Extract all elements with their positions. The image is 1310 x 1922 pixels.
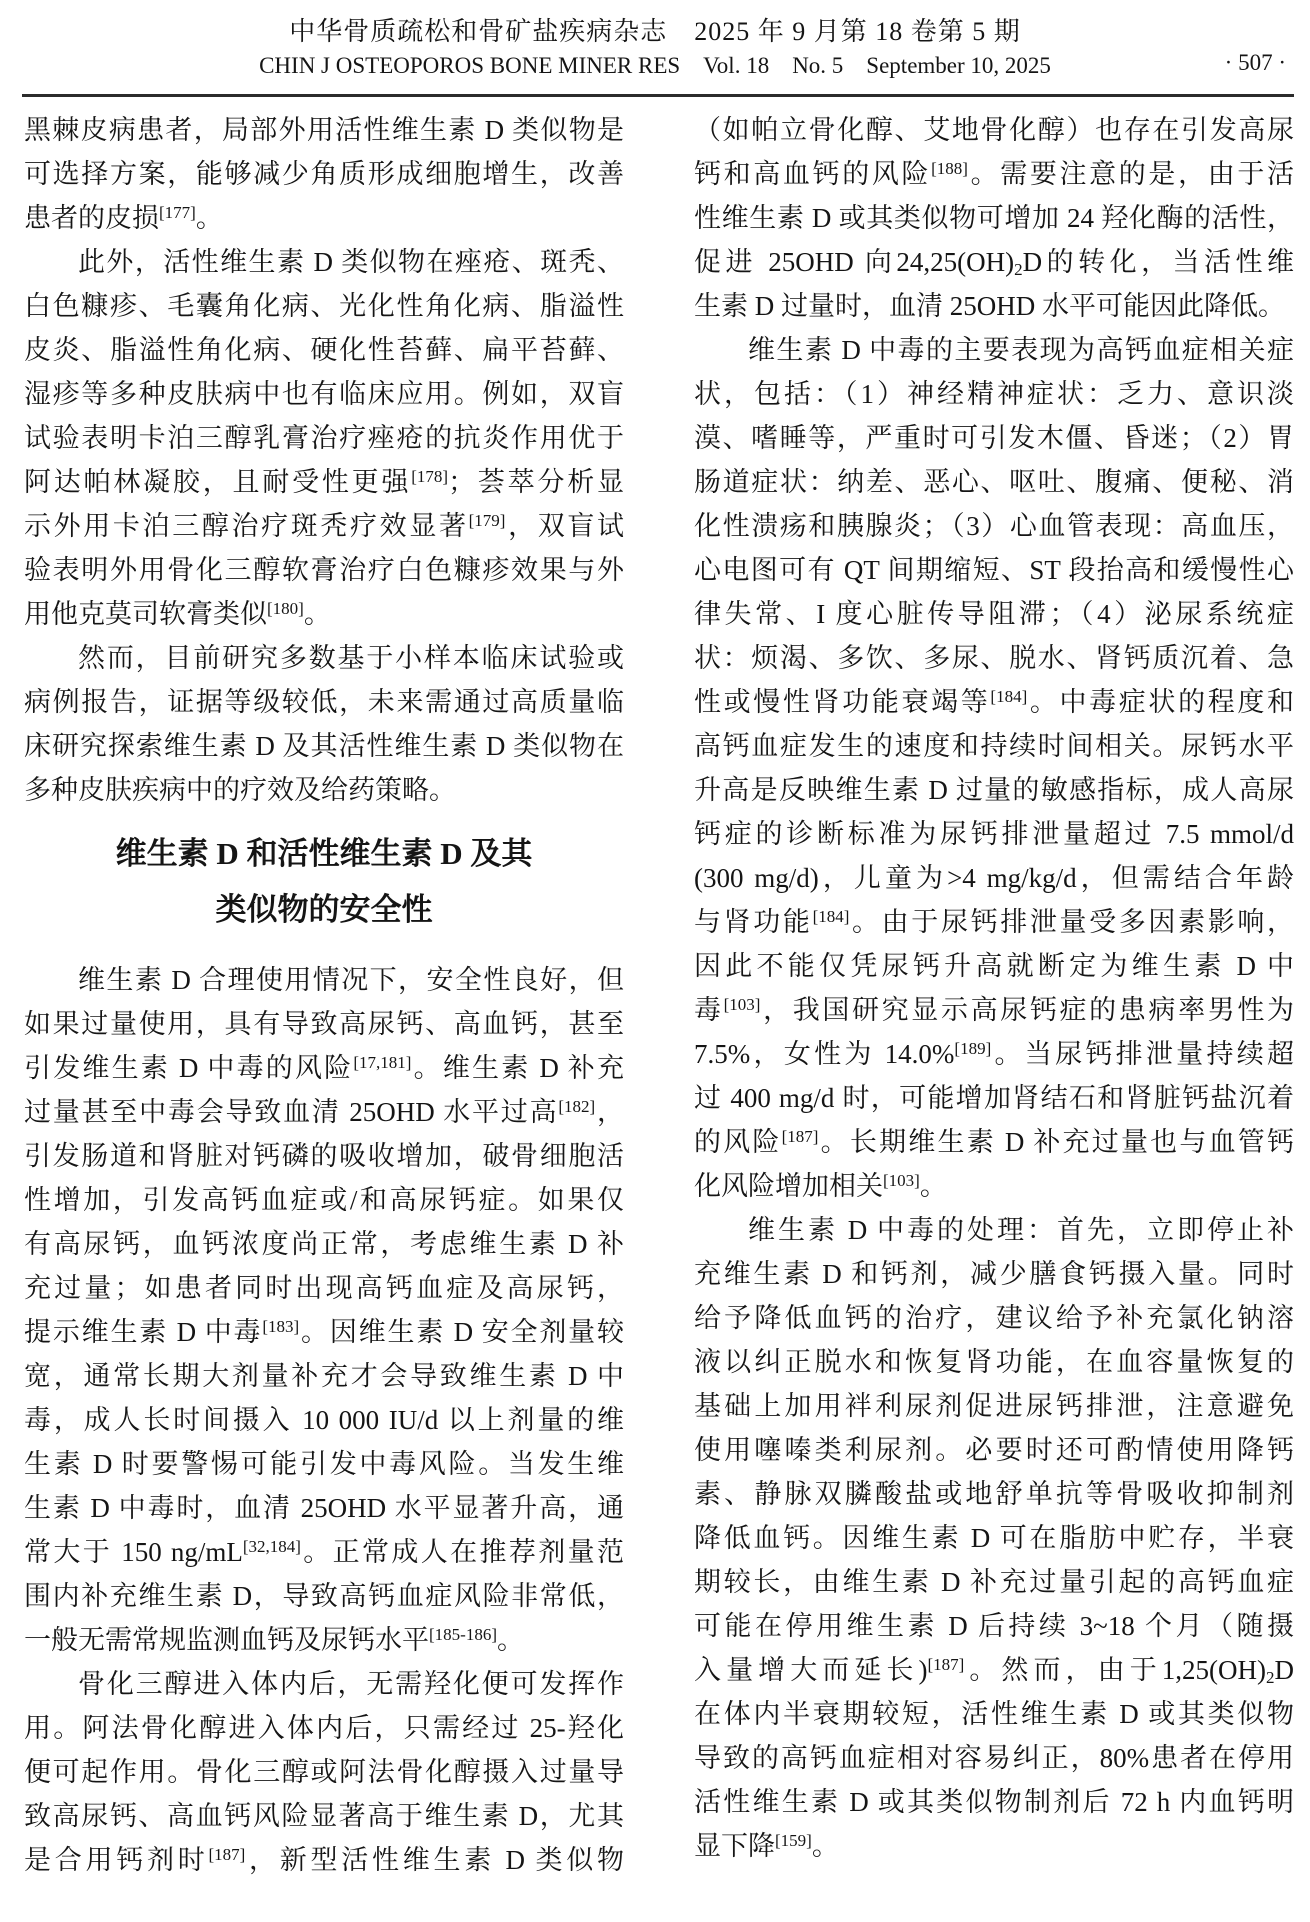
text-line: 性或慢性肾功能衰竭等[184]。中毒症状的程度和 <box>694 687 1294 717</box>
text-line: 提示维生素 D 中毒[183]。因维生素 D 安全剂量较 <box>24 1317 624 1347</box>
text-line: 升高是反映维生素 D 过量的敏感指标，成人高尿 <box>694 775 1294 805</box>
text-line: 黑棘皮病患者，局部外用活性维生素 D 类似物是 <box>24 115 624 145</box>
text-line: 漠、嗜睡等，严重时可引发木僵、昏迷；（2）胃 <box>694 423 1294 453</box>
reference-superscript: [184] <box>990 687 1028 706</box>
text-line: 示外用卡泊三醇治疗斑秃疗效显著[179]，双盲试 <box>24 511 624 541</box>
text-line: 性维生素 D 或其类似物可增加 24 羟化酶的活性， <box>694 203 1294 233</box>
text-line: 试验表明卡泊三醇乳膏治疗痤疮的抗炎作用优于 <box>24 423 624 453</box>
text-line: 皮炎、脂溢性角化病、硬化性苔藓、扁平苔藓、 <box>24 335 624 365</box>
text-line: 便可起作用。骨化三醇或阿法骨化醇摄入过量导 <box>24 1757 624 1787</box>
reference-superscript: [188] <box>931 159 968 178</box>
right-column <box>694 108 1294 1882</box>
text-line: 液以纠正脱水和恢复肾功能，在血容量恢复的 <box>694 1347 1294 1377</box>
text-line: 肠道症状：纳差、恶心、呕吐、腹痛、便秘、消 <box>694 467 1294 497</box>
text-line: 验表明外用骨化三醇软膏治疗白色糠疹效果与外 <box>24 555 624 585</box>
text-line: 充维生素 D 和钙剂，减少膳食钙摄入量。同时 <box>694 1259 1294 1289</box>
text-line: 促进 25OHD 向$24,25(OH)_2D$的转化，当活性维 <box>694 247 1294 279</box>
text-line: 性增加，引发高钙血症或/和高尿钙症。如果仅 <box>24 1185 624 1215</box>
header-rule <box>22 94 1294 97</box>
text-line: 如果过量使用，具有导致高尿钙、高血钙，甚至 <box>24 1009 624 1039</box>
text-line: 可能在停用维生素 D 后持续 3~18 个月（随摄 <box>694 1611 1294 1641</box>
text-line: 钙症的诊断标准为尿钙排泄量超过 7.5 mmol/d <box>694 819 1294 849</box>
text-line: 生素 D 过量时，血清 25OHD 水平可能因此降低。 <box>694 291 1285 321</box>
text-line: 白色糠疹、毛囊角化病、光化性角化病、脂溢性 <box>24 291 624 321</box>
journal-title-en: CHIN J OSTEOPOROS BONE MINER RES Vol. 18 No. 5 September 10, 2025 <box>259 53 1051 78</box>
chemical-subscript: 2 <box>1266 1668 1275 1687</box>
text-line: 引发维生素 D 中毒的风险[17,181]。维生素 D 补充 <box>24 1053 625 1083</box>
reference-superscript: [189] <box>954 1039 992 1058</box>
text-line: 多种皮肤疾病中的疗效及给药策略。 <box>24 775 456 805</box>
text-line: 显下降[159]。 <box>694 1831 839 1861</box>
text-line: 在体内半衰期较短，活性维生素 D 或其类似物 <box>694 1699 1294 1729</box>
text-line: 充过量；如患者同时出现高钙血症及高尿钙， <box>24 1273 624 1303</box>
text-line: 病例报告，证据等级较低，未来需通过高质量临 <box>24 687 624 717</box>
text-line: 律失常、I 度心脏传导阻滞；（4）泌尿系统症 <box>694 599 1294 629</box>
text-line: 给予降低血钙的治疗，建议给予补充氯化钠溶 <box>694 1303 1294 1333</box>
text-line: 是合用钙剂时[187]，新型活性维生素 D 类似物 <box>24 1845 625 1875</box>
text-line: 然而，目前研究多数基于小样本临床试验或 <box>78 643 624 673</box>
text-line: 因此不能仅凭尿钙升高就断定为维生素 D 中 <box>694 951 1294 981</box>
text-line: 毒[103]，我国研究显示高尿钙症的患病率男性为 <box>694 995 1294 1025</box>
text-line: 引发肠道和肾脏对钙磷的吸收增加，破骨细胞活 <box>24 1141 624 1171</box>
left-column <box>24 108 624 1882</box>
page-number: · 507 · <box>1224 50 1286 75</box>
reference-superscript: [182] <box>558 1097 596 1116</box>
reference-superscript: [184] <box>812 907 850 926</box>
text-line: 化性溃疡和胰腺炎；（3）心血管表现：高血压， <box>694 511 1294 541</box>
section-heading-line: 类似物的安全性 <box>215 892 433 927</box>
text-line: 过量甚至中毒会导致血清 25OHD 水平过高[182]， <box>24 1097 625 1127</box>
text-line: 此外，活性维生素 D 类似物在痤疮、斑秃、 <box>78 247 624 277</box>
text-line: 心电图可有 QT 间期缩短、ST 段抬高和缓慢性心 <box>694 555 1294 585</box>
text-line: 生素 D 中毒时，血清 25OHD 水平显著升高，通 <box>24 1493 624 1523</box>
text-line: 患者的皮损[177]。 <box>24 203 223 233</box>
reference-superscript: [32,184] <box>242 1537 301 1556</box>
text-line: 状，包括：（1）神经精神症状：乏力、意识淡 <box>694 379 1294 409</box>
chemical-subscript: 2 <box>1014 260 1023 279</box>
text-line: 致高尿钙、高血钙风险显著高于维生素 D，尤其 <box>24 1801 624 1831</box>
text-line: 毒，成人长时间摄入 10 000 IU/d 以上剂量的维 <box>24 1405 624 1435</box>
reference-superscript: [187] <box>781 1127 819 1146</box>
text-line: 降低血钙。因维生素 D 可在脂肪中贮存，半衰 <box>694 1523 1294 1553</box>
text-line: 可选择方案，能够减少角质形成细胞增生，改善 <box>24 159 624 189</box>
reference-superscript: [103] <box>723 995 761 1014</box>
reference-superscript: [183] <box>262 1317 300 1336</box>
text-line: 基础上加用袢利尿剂促进尿钙排泄，注意避免 <box>694 1391 1294 1421</box>
reference-superscript: [17,181] <box>353 1053 412 1072</box>
page-header <box>0 0 1310 98</box>
text-line: 常大于 150 ng/mL[32,184]。正常成人在推荐剂量范 <box>24 1537 625 1567</box>
text-line: 床研究探索维生素 D 及其活性维生素 D 类似物在 <box>24 731 624 761</box>
section-heading-line: 维生素 D 和活性维生素 D 及其 <box>115 836 533 871</box>
reference-superscript: [159] <box>775 1831 812 1850</box>
journal-title-zh: 中华骨质疏松和骨矿盐疾病杂志 2025 年 9 月第 18 卷第 5 期 <box>289 17 1021 46</box>
text-line: 素、静脉双膦酸盐或地舒单抗等骨吸收抑制剂 <box>694 1479 1294 1509</box>
reference-superscript: [187] <box>208 1845 246 1864</box>
reference-superscript: [103] <box>883 1171 920 1190</box>
text-line: 维生素 D 中毒的处理：首先，立即停止补 <box>748 1215 1294 1245</box>
reference-superscript: [185-186] <box>429 1625 497 1644</box>
text-line: 7.5%，女性为 14.0%[189]。当尿钙排泄量持续超 <box>694 1039 1295 1069</box>
text-line: 状：烦渴、多饮、多尿、脱水、肾钙质沉着、急 <box>694 643 1294 673</box>
reference-superscript: [187] <box>927 1655 965 1674</box>
text-line: 化风险增加相关[103]。 <box>694 1171 947 1201</box>
reference-superscript: [180] <box>267 599 304 618</box>
text-line: 高钙血症发生的速度和持续时间相关。尿钙水平 <box>694 731 1294 761</box>
text-line: 维生素 D 合理使用情况下，安全性良好，但 <box>78 965 624 995</box>
text-line: (300 mg/d)，儿童为>4 mg/kg/d，但需结合年龄 <box>694 863 1294 893</box>
text-line: 的风险[187]。长期维生素 D 补充过量也与血管钙 <box>694 1127 1295 1157</box>
text-line: 宽，通常长期大剂量补充才会导致维生素 D 中 <box>24 1361 624 1391</box>
text-line: 使用噻嗪类利尿剂。必要时还可酌情使用降钙 <box>694 1435 1294 1465</box>
reference-superscript: [178] <box>411 467 449 486</box>
text-line: 导致的高钙血症相对容易纠正，80%患者在停用 <box>694 1743 1294 1773</box>
article-body <box>0 98 1310 1882</box>
text-line: （如帕立骨化醇、艾地骨化醇）也存在引发高尿 <box>694 115 1294 145</box>
text-line: 湿疹等多种皮肤病中也有临床应用。例如，双盲 <box>24 379 624 409</box>
text-line: 围内补充维生素 D，导致高钙血症风险非常低， <box>24 1581 624 1611</box>
text-line: 与肾功能[184]。由于尿钙排泄量受多因素影响， <box>694 907 1294 937</box>
text-line: 期较长，由维生素 D 补充过量引起的高钙血症 <box>694 1567 1294 1597</box>
text-line: 活性维生素 D 或其类似物制剂后 72 h 内血钙明 <box>694 1787 1294 1817</box>
text-line: 用。阿法骨化醇进入体内后，只需经过 25-羟化 <box>24 1713 624 1743</box>
text-line: 用他克莫司软膏类似[180]。 <box>24 599 331 629</box>
text-line: 骨化三醇进入体内后，无需羟化便可发挥作 <box>78 1669 624 1699</box>
text-line: 阿达帕林凝胶，且耐受性更强[178]；荟萃分析显 <box>24 467 625 497</box>
text-line: 钙和高血钙的风险[188]。需要注意的是，由于活 <box>694 159 1294 189</box>
text-line: 过 400 mg/d 时，可能增加肾结石和肾脏钙盐沉着 <box>694 1083 1294 1113</box>
text-line: 一般无需常规监测血钙及尿钙水平[185-186]。 <box>24 1625 524 1655</box>
reference-superscript: [179] <box>468 511 506 530</box>
text-line: 入量增大而延长)[187]。然而，由于$1,25(OH)_2D$ <box>694 1655 1294 1687</box>
text-line: 有高尿钙，血钙浓度尚正常，考虑维生素 D 补 <box>24 1229 624 1259</box>
text-line: 维生素 D 中毒的主要表现为高钙血症相关症 <box>748 335 1294 365</box>
text-line: 生素 D 时要警惕可能引发中毒风险。当发生维 <box>24 1449 624 1479</box>
reference-superscript: [177] <box>159 203 196 222</box>
